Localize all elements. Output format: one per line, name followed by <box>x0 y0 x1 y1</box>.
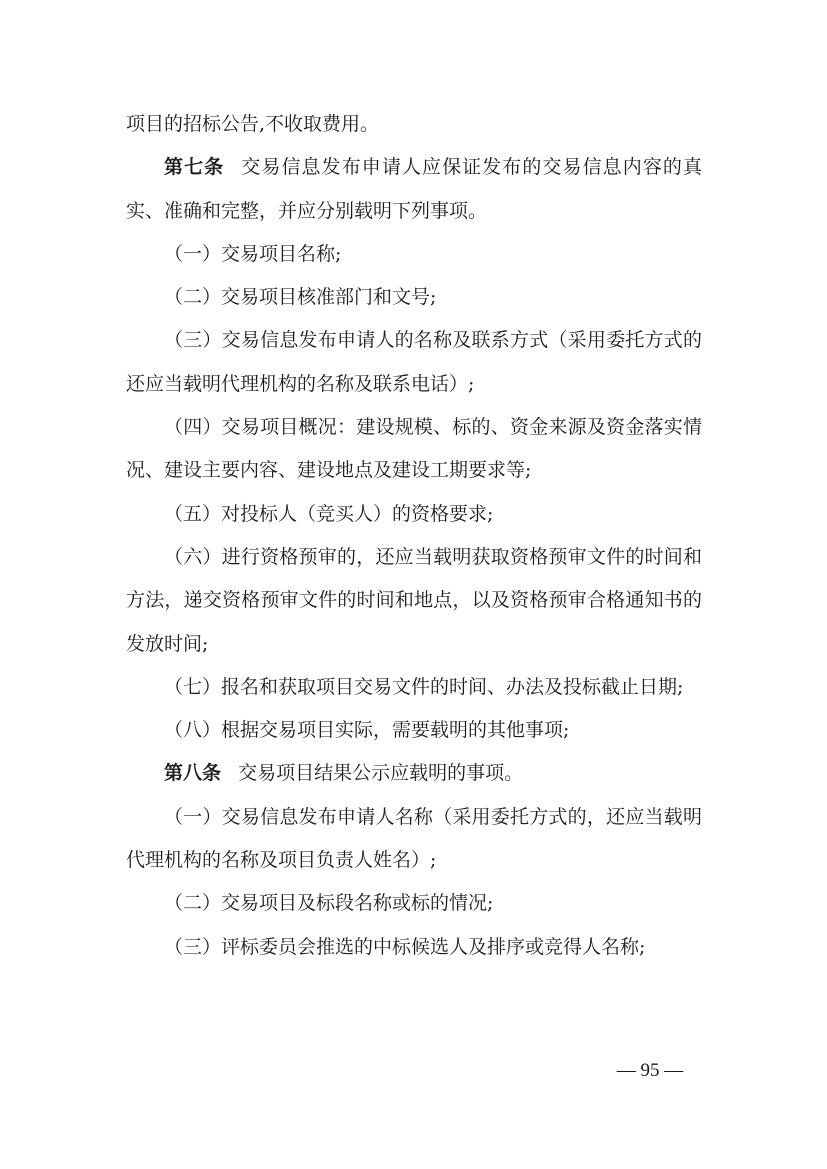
list-item: （八）根据交易项目实际，需要载明的其他事项; <box>164 719 570 742</box>
paragraph-text: 项目的招标公告,不收取费用。 <box>126 113 380 135</box>
paragraph-text: 交易项目结果公示应载明的事项。 <box>238 762 524 785</box>
list-item: （三）评标委员会推选的中标候选人及排序或竞得人名称; <box>164 935 646 958</box>
body-text <box>126 103 702 969</box>
list-item: （五）对投标人（竞买人）的资格要求; <box>164 502 494 525</box>
list-item: （二）交易项目及标段名称或标的情况; <box>164 892 494 915</box>
list-item: （一）交易项目名称; <box>164 242 342 265</box>
list-item: （四）交易项目概况：建设规模、标的、资金来源及资金落实情况、建设主要内容、建设地点及建设工期要求等; <box>126 416 702 482</box>
list-item: （二）交易项目核准部门和文号; <box>164 286 437 309</box>
page-number: — 95 — <box>616 1060 684 1081</box>
paragraph-0 <box>126 103 702 146</box>
article-7 <box>126 146 702 233</box>
article-8 <box>126 752 702 795</box>
list-item: （七）报名和获取项目交易文件的时间、办法及投标截止日期; <box>164 675 684 698</box>
article-heading: 第八条 <box>164 762 222 785</box>
list-item: （一）交易信息发布申请人名称（采用委托方式的，还应当载明代理机构的名称及项目负责人姓名）; <box>126 805 702 872</box>
paragraph-text: 交易信息发布申请人应保证发布的交易信息内容的真实、准确和完整，并应分别载明下列事项。 <box>126 156 702 222</box>
list-item: （三）交易信息发布申请人的名称及联系方式（采用委托方式的还应当载明代理机构的名称及联系电话）; <box>126 329 702 395</box>
list-item: （六）进行资格预审的，还应当载明获取资格预审文件的时间和方法，递交资格预审文件的时间和地点，以及资格预审合格通知书的发放时间; <box>126 545 702 655</box>
article-heading: 第七条 <box>164 156 225 179</box>
